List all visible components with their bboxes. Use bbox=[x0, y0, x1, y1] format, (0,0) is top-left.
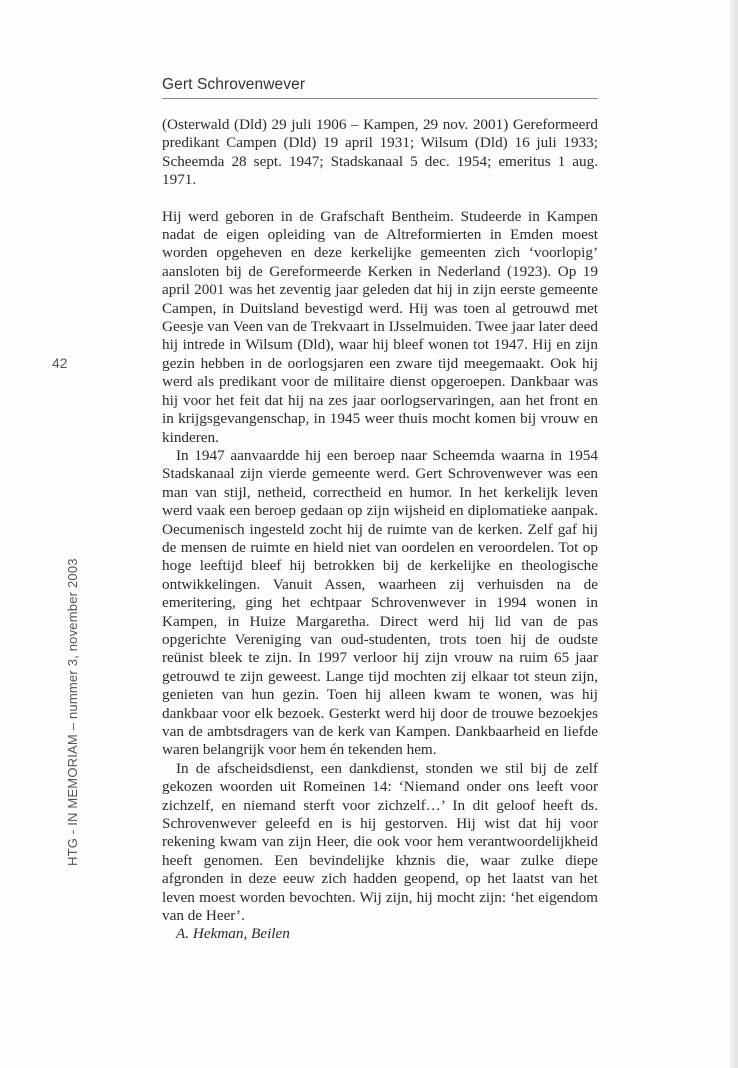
running-footer-vertical: HTG - IN MEMORIAM – nummer 3, november 2003 bbox=[65, 558, 80, 866]
biographical-summary: (Osterwald (Dld) 29 juli 1906 – Kampen, 29 nov. 2001) Gereformeerd predikant Campen (Dld) 19 april 1931; Wilsum (Dld) 16 juli 1933; Scheemda 28 sept. 1947; Stadskanaal 5 dec. 1954; emeritus 1 aug. 1971. bbox=[162, 116, 598, 189]
author-signature: A. Hekman, Beilen bbox=[176, 925, 290, 943]
paragraph-3: In de afscheidsdienst, een dankdienst, stonden we stil bij de zelf gekozen woorden uit Romeinen 14: ‘Niemand onder ons leeft voor zichzelf, en niemand sterft voor zichzelf…’ In dit geloof heeft ds. Schrovenwever geleefd en is hij gestorven. Hij wist dat hij voor rekening kwam van zijn Heer, die ook voor hem verantwoordelijkheid heeft genomen. Een bevindelijke khznis die, waar zulke diepe afgronden in deze eeuw zich hadden geopend, op het laatst van het leven moest worden bevochten. Wij zijn, hij mocht zijn: ‘het eigendom van de Heer’. bbox=[162, 759, 598, 925]
page-edge-shadow bbox=[730, 0, 738, 1068]
paragraph-1: Hij werd geboren in de Grafschaft Bentheim. Studeerde in Kampen nadat de eigen opleiding van de Altreformierten in Emden moest worden opgeheven en deze kerkelijke gemeenten zich ‘voorlopig’ aansloten bij de Gereformeerde Kerken in Nederland (1923). Op 19 april 2001 was het zeventig jaar geleden dat hij in zijn eerste gemeente Campen, in Duitsland bevestigd werd. Hij was toen al getrouwd met Geesje van Veen van de Trekvaart in IJsselmuiden. Twee jaar later deed hij intrede in Wilsum (Dld), waar hij bleef wonen tot 1947. Hij en zijn gezin hebben in de oorlogsjaren een zware tijd meegemaakt. Ook hij werd als predikant voor de militaire dienst opgeroepen. Dankbaar was hij voor het feit dat hij na zes jaar oorlogservaringen, aan het front en in krijgsgevangenschap, in 1945 weer thuis mocht komen bij vrouw en kinderen. bbox=[162, 207, 598, 446]
paragraph-2: In 1947 aanvaardde hij een beroep naar Scheemda waarna in 1954 Stadskanaal zijn vierde gemeente werd. Gert Schrovenwever was een man van stijl, netheid, correctheid en humor. In het kerkelijk leven werd vaak een beroep gedaan op zijn wijsheid en diplomatieke aanpak. Oecumenisch ingesteld zocht hij de ruimte van de kerken. Zelf gaf hij de mensen de ruimte en hield niet van oordelen en veroordelen. Tot op hoge leeftijd bleef hij betrokken bij de kerkelijke en theologische ontwikkelingen. Vanuit Assen, waarheen zij verhuisden na de emeritering, ging het echtpaar Schrovenwever in 1994 wonen in Kampen, in Huize Margaretha. Direct werd hij lid van de pas opgerichte Vereniging van oud-studenten, trots toen hij de oudste reünist bleek te zijn. In 1997 verloor hij zijn vrouw na ruim 65 jaar getrouwd te zijn geweest. Lange tijd mochten zij elkaar tot steun zijn, genieten van hun gezin. Toen hij alleen kwam te wonen, was hij dankbaar voor elk bezoek. Gesterkt werd hij door de trouwe bezoekjes van de ambtsdragers van de kerk van Kampen. Dankbaarheid en liefde waren belangrijk voor hem én tekenden hem. bbox=[162, 446, 598, 759]
article-body bbox=[162, 116, 598, 944]
page-number: 42 bbox=[52, 355, 68, 371]
entry-name-heading: Gert Schrovenwever bbox=[162, 76, 306, 93]
heading-divider bbox=[162, 98, 598, 99]
